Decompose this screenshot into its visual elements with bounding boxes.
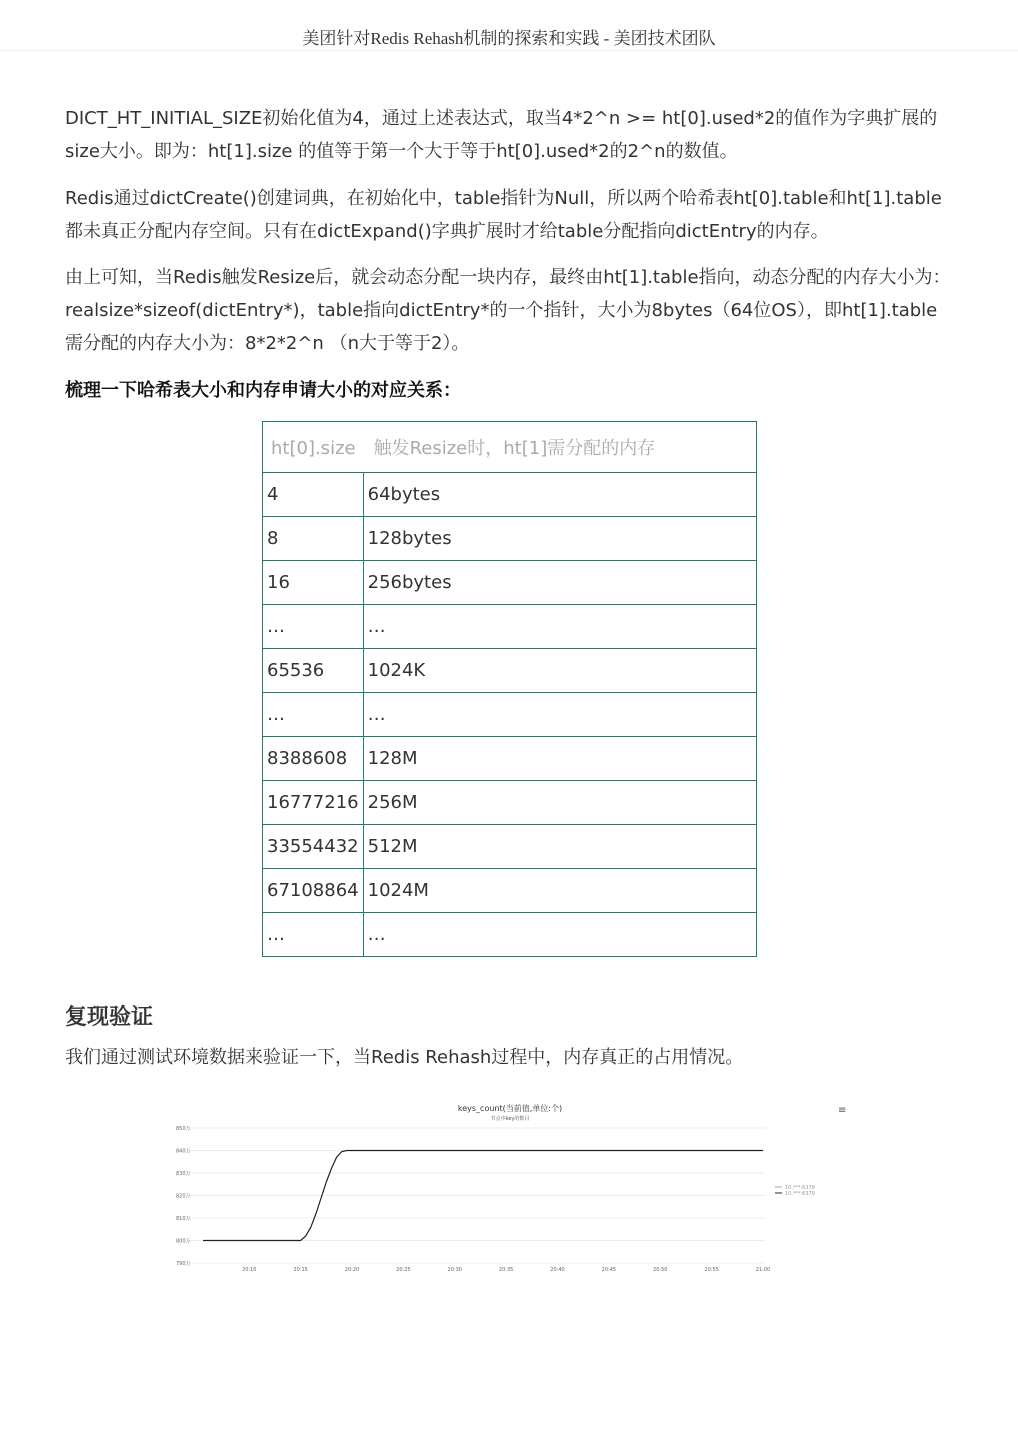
size-cell: … [263, 693, 364, 737]
table-row [263, 473, 757, 517]
x-tick-label: 20:50 [653, 1267, 668, 1273]
table-header: ht[0].size 触发Resize时，ht[1]需分配的内存 [263, 422, 757, 473]
y-tick-label: 850万 [176, 1126, 191, 1132]
table-row [263, 825, 757, 869]
paragraph: 由上可知，当Redis触发Resize后，就会动态分配一块内存，最终由ht[1].table指向，动态分配的内存大小为：realsize*sizeof(dictEntry*)，table指向dictEntry*的一个指针，大小为8bytes（64位OS），即ht[1].table需分配的内存大小为：8*2*2^n （n大于等于2）。 [65, 267, 951, 354]
y-tick-label: 810万 [176, 1216, 191, 1222]
legend-label: 10.***:6379 [785, 1185, 815, 1191]
table-row [263, 605, 757, 649]
x-tick-label: 20:30 [447, 1267, 462, 1273]
table-row [263, 693, 757, 737]
page-header: 美团针对Redis Rehash机制的探索和实践 - 美团技术团队 [302, 29, 716, 48]
paragraph: DICT_HT_INITIAL_SIZE初始化值为4，通过上述表达式，取当4*2^n >= ht[0].used*2的值作为字典扩展的size大小。即为：ht[1].size 的值等于第一个大于等于ht[0].used*2的2^n的数值。 [65, 108, 938, 162]
memory-cell: 256bytes [363, 561, 756, 605]
x-tick-label: 20:55 [704, 1267, 719, 1273]
y-tick-label: 800万 [176, 1238, 191, 1245]
size-cell: 65536 [263, 649, 364, 693]
memory-cell: 128M [363, 737, 756, 781]
y-tick-label: 790万 [176, 1261, 191, 1267]
memory-cell: 1024M [363, 869, 756, 913]
memory-cell: 128bytes [363, 517, 756, 561]
size-cell: 67108864 [263, 869, 364, 913]
memory-cell: 64bytes [363, 473, 756, 517]
keys-count-chart [160, 1095, 860, 1280]
x-tick-label: 20:40 [550, 1267, 565, 1273]
table-row [263, 649, 757, 693]
memory-cell: 256M [363, 781, 756, 825]
paragraph: Redis通过dictCreate()创建词典，在初始化中，table指针为Null，所以两个哈希表ht[0].table和ht[1].table都未真正分配内存空间。只有在dictExpand()字典扩展时才给table分配指向dictEntry的内存。 [65, 188, 942, 242]
table-row [263, 561, 757, 605]
x-tick-label: 20:35 [498, 1267, 514, 1273]
size-cell: … [263, 913, 364, 957]
table-row [263, 517, 757, 561]
chart-title: keys_count(当前值,单位:个) [457, 1104, 563, 1113]
x-tick-label: 21:00 [755, 1267, 771, 1273]
x-tick-label: 20:15 [293, 1267, 308, 1273]
paragraph: 我们通过测试环境数据来验证一下，当Redis Rehash过程中，内存真正的占用情况。 [65, 1047, 744, 1068]
y-tick-label: 820万 [176, 1193, 191, 1200]
size-cell: 4 [263, 473, 364, 517]
x-tick-label: 20:45 [601, 1267, 617, 1273]
chart-subtitle: 节点中key的数目 [490, 1116, 530, 1122]
size-memory-table [262, 421, 757, 957]
table-row [263, 781, 757, 825]
table-caption: 梳理一下哈希表大小和内存申请大小的对应关系： [65, 380, 461, 401]
hamburger-icon: ≡ [838, 1105, 847, 1116]
y-tick-label: 840万 [176, 1148, 191, 1155]
table-row [263, 869, 757, 913]
size-cell: … [263, 605, 364, 649]
size-cell: 8 [263, 517, 364, 561]
y-tick-label: 830万 [176, 1171, 191, 1177]
memory-cell: … [363, 913, 756, 957]
memory-cell: 1024K [363, 649, 756, 693]
header-divider [0, 50, 1018, 51]
size-cell: 8388608 [263, 737, 364, 781]
x-tick-label: 20:20 [344, 1267, 360, 1273]
memory-cell: 512M [363, 825, 756, 869]
x-tick-label: 20:25 [396, 1267, 411, 1273]
x-tick-label: 20:10 [242, 1267, 257, 1273]
table-row [263, 913, 757, 957]
size-cell: 33554432 [263, 825, 364, 869]
legend-label: 10.***:6379 [785, 1191, 815, 1197]
size-cell: 16 [263, 561, 364, 605]
size-cell: 16777216 [263, 781, 364, 825]
memory-cell: … [363, 605, 756, 649]
memory-cell: … [363, 693, 756, 737]
table-row [263, 737, 757, 781]
section-title: 复现验证 [65, 1005, 154, 1030]
